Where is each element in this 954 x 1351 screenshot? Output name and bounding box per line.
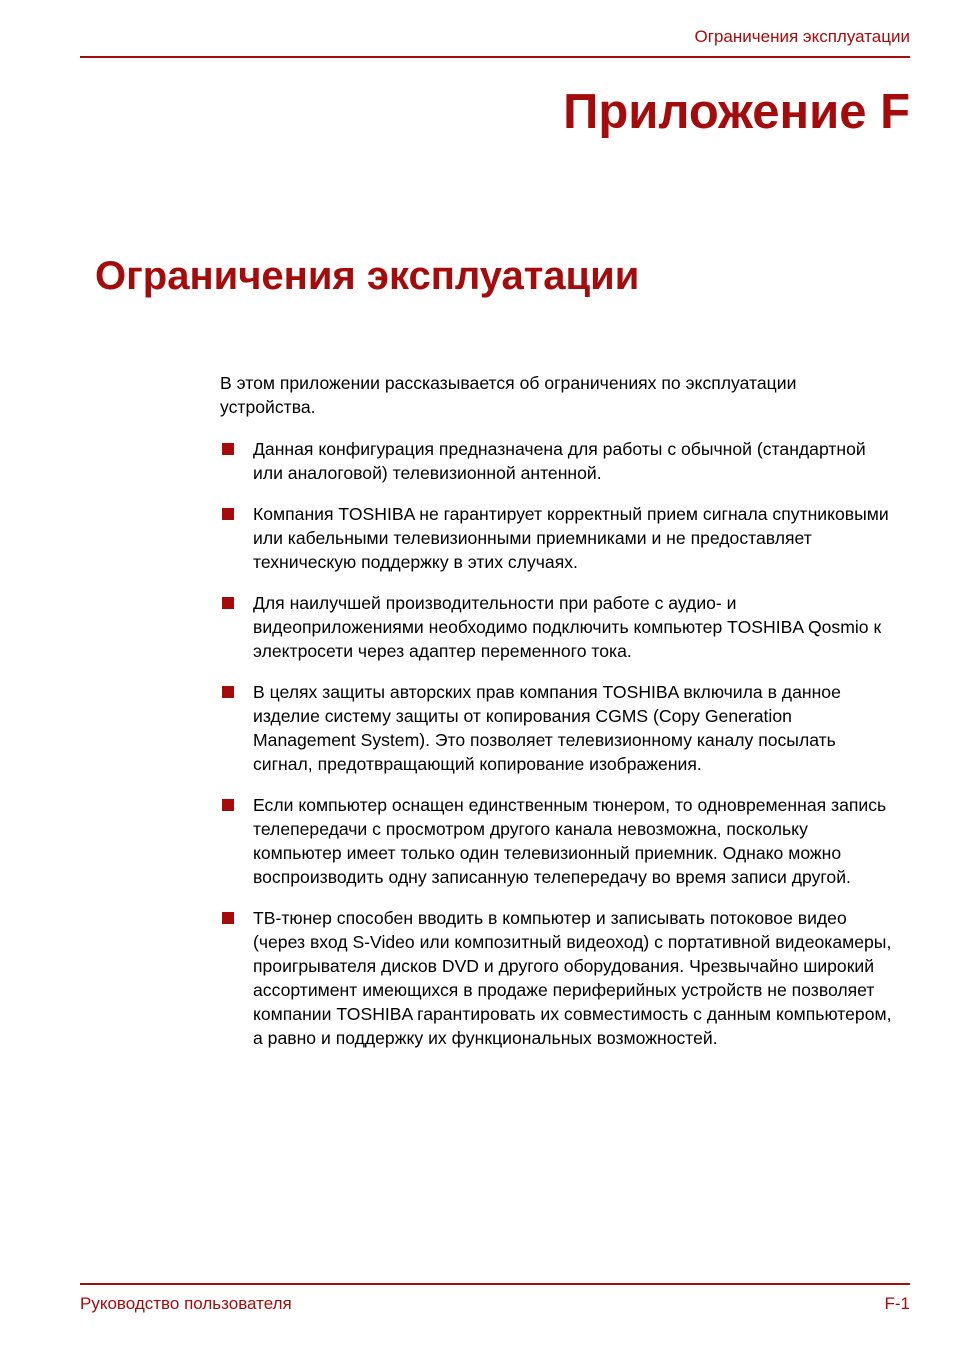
section-heading: Ограничения эксплуатации	[95, 254, 640, 298]
list-item	[220, 793, 892, 889]
list-item-text: В целях защиты авторских прав компания TOSHIBA включила в данное изделие систему защиты от копирования CGMS (Copy Generation Management System). Это позволяет телевизионному каналу посылать сигнал, предотвращающий копирование изображения.	[253, 682, 841, 774]
list-item	[220, 591, 892, 663]
list-item	[220, 437, 892, 485]
footer-manual-label: Руководство пользователя	[80, 1294, 292, 1313]
list-item-text: ТВ-тюнер способен вводить в компьютер и записывать потоковое видео (через вход S-Video или композитный видеоход) с портативной видеокамеры, проигрывателя дисков DVD и другого оборудования. Чрезвычайно широкий ассортимент имеющихся в продаже периферийных устройств не позволяет компании TOSHIBA гарантировать их совместимость с данным компьютером, а равно и поддержку их функциональных возможностей.	[253, 908, 892, 1048]
list-item-text: Компания TOSHIBA не гарантирует корректный прием сигнала спутниковыми или кабельными телевизионными приемниками и не предоставляет техническую поддержку в этих случаях.	[253, 504, 889, 572]
running-header-title: Ограничения эксплуатации	[694, 27, 910, 46]
restrictions-bullet-list	[220, 437, 892, 1050]
square-bullet-icon	[222, 912, 234, 924]
footer-divider-rule	[80, 1283, 910, 1285]
appendix-title: Приложение F	[563, 85, 910, 139]
square-bullet-icon	[222, 597, 234, 609]
page-footer	[80, 1293, 910, 1315]
list-item	[220, 502, 892, 574]
list-item	[220, 906, 892, 1050]
header-divider-rule	[80, 56, 910, 58]
square-bullet-icon	[222, 686, 234, 698]
footer-page-number: F-1	[884, 1294, 910, 1313]
square-bullet-icon	[222, 508, 234, 520]
list-item-text: Данная конфигурация предназначена для работы с обычной (стандартной или аналоговой) телевизионной антенной.	[253, 439, 866, 483]
square-bullet-icon	[222, 799, 234, 811]
list-item-text: Если компьютер оснащен единственным тюнером, то одновременная запись телепередачи с просмотром другого канала невозможна, поскольку компьютер имеет только один телевизионный приемник. Однако можно воспроизводить одну записанную телепередачу во время записи другой.	[253, 795, 887, 887]
body-content-column	[220, 371, 892, 1050]
list-item-text: Для наилучшей производительности при работе с аудио- и видеоприложениями необходимо подключить компьютер TOSHIBA Qosmio к электросети через адаптер переменного тока.	[253, 593, 882, 661]
list-item	[220, 680, 892, 776]
intro-paragraph: В этом приложении рассказывается об ограничениях по эксплуатации устройства.	[220, 373, 797, 417]
square-bullet-icon	[222, 443, 234, 455]
